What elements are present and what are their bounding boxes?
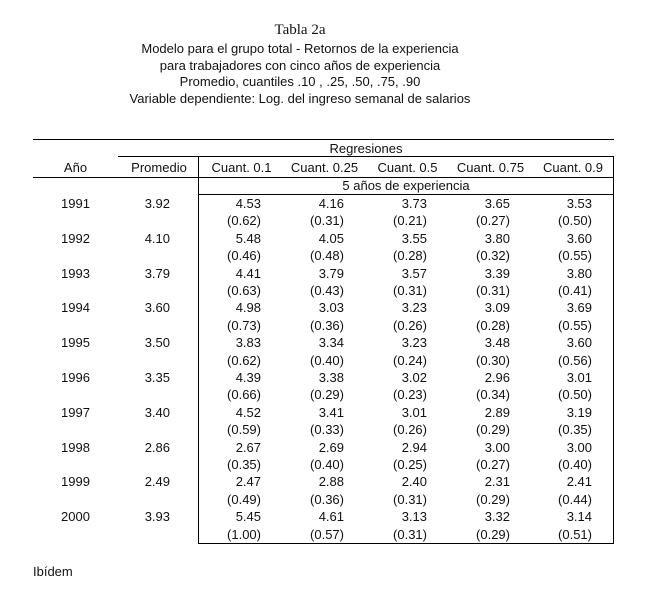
se-cell: (0.29) xyxy=(476,491,510,507)
value-cell: 3.60 xyxy=(566,230,592,246)
se-cell: (0.28) xyxy=(476,317,510,333)
se-cell: (0.59) xyxy=(227,422,261,438)
se-cell: (0.21) xyxy=(393,213,427,229)
value-cell: 2.40 xyxy=(401,474,427,490)
value-cell: 3.14 xyxy=(566,509,592,525)
subtitle-line-1: Modelo para el grupo total - Retornos de la experiencia xyxy=(141,41,459,56)
value-cell: 2.89 xyxy=(484,404,510,420)
table-title: Tabla 2a xyxy=(274,22,326,38)
se-cell: (0.29) xyxy=(476,526,510,542)
se-cell: (0.32) xyxy=(476,248,510,264)
se-cell: (0.31) xyxy=(476,283,510,298)
regresiones-header: Regresiones xyxy=(329,141,403,156)
value-cell: 3.73 xyxy=(401,196,427,211)
value-cell: 4.39 xyxy=(235,370,261,385)
value-cell: 2.67 xyxy=(235,439,261,455)
se-cell: (0.50) xyxy=(558,387,592,403)
se-cell: (0.73) xyxy=(227,317,261,333)
value-cell: 3.00 xyxy=(484,439,510,455)
value-cell: 2.94 xyxy=(401,439,427,455)
se-cell: (0.28) xyxy=(393,248,427,264)
se-cell: (0.23) xyxy=(393,387,427,403)
value-cell: 3.55 xyxy=(401,230,427,246)
mean-cell: 3.79 xyxy=(144,265,170,281)
table-bottom-rule xyxy=(198,543,614,544)
se-cell: (0.30) xyxy=(476,352,510,368)
se-cell: (0.55) xyxy=(558,248,592,264)
se-cell: (0.40) xyxy=(310,352,344,368)
column-header: Cuant. 0.9 xyxy=(543,160,603,175)
se-cell: (0.26) xyxy=(393,422,427,438)
value-cell: 3.03 xyxy=(318,300,344,316)
mean-cell: 3.35 xyxy=(144,370,170,385)
column-header: Cuant. 0.1 xyxy=(211,160,272,175)
vline-1 xyxy=(198,157,199,543)
value-cell: 3.48 xyxy=(484,335,510,351)
value-cell: 3.79 xyxy=(318,265,344,281)
value-cell: 2.31 xyxy=(484,474,510,490)
se-cell: (0.62) xyxy=(227,213,261,229)
mean-cell: 4.10 xyxy=(144,230,170,246)
se-cell: (0.63) xyxy=(227,283,261,298)
value-cell: 3.83 xyxy=(235,335,261,351)
mean-cell: 2.86 xyxy=(144,439,170,455)
se-cell: (0.27) xyxy=(476,457,510,472)
value-cell: 3.80 xyxy=(484,230,510,246)
value-cell: 3.09 xyxy=(484,300,510,316)
se-cell: (0.29) xyxy=(310,387,344,403)
se-cell: (0.43) xyxy=(310,283,344,298)
mean-cell: 3.50 xyxy=(144,335,170,351)
se-cell: (1.00) xyxy=(227,526,261,542)
mean-cell: 3.92 xyxy=(144,196,170,211)
value-cell: 3.32 xyxy=(484,509,510,525)
se-cell: (0.35) xyxy=(227,457,261,472)
se-cell: (0.33) xyxy=(310,422,344,438)
value-cell: 4.41 xyxy=(235,265,261,281)
se-cell: (0.24) xyxy=(393,352,427,368)
year-cell: 1991 xyxy=(61,196,90,211)
value-cell: 3.23 xyxy=(401,335,427,351)
mean-cell: 3.60 xyxy=(144,300,170,316)
value-cell: 4.05 xyxy=(318,230,344,246)
column-header: Cuant. 0.5 xyxy=(377,160,438,175)
se-cell: (0.36) xyxy=(310,491,344,507)
value-cell: 4.52 xyxy=(235,404,261,420)
column-header: Cuant. 0.75 xyxy=(456,160,525,175)
year-cell: 1996 xyxy=(61,370,90,385)
value-cell: 3.69 xyxy=(566,300,592,316)
year-cell: 1997 xyxy=(61,404,90,420)
mean-cell: 2.49 xyxy=(144,474,170,490)
value-cell: 3.80 xyxy=(566,265,592,281)
se-cell: (0.62) xyxy=(227,352,261,368)
value-cell: 3.57 xyxy=(401,265,427,281)
column-header: Año xyxy=(63,160,88,175)
se-cell: (0.34) xyxy=(476,387,510,403)
value-cell: 3.65 xyxy=(484,196,510,211)
value-cell: 3.01 xyxy=(566,370,592,385)
value-cell: 3.00 xyxy=(566,439,592,455)
mean-cell: 3.40 xyxy=(144,404,170,420)
se-cell: (0.27) xyxy=(476,213,510,229)
se-cell: (0.56) xyxy=(558,352,592,368)
se-cell: (0.51) xyxy=(558,526,592,542)
value-cell: 3.41 xyxy=(318,404,344,420)
subtitle-line-2: para trabajadores con cinco años de experiencia xyxy=(159,58,441,73)
year-cell: 1994 xyxy=(61,300,90,316)
value-cell: 5.48 xyxy=(235,230,261,246)
section-label: 5 años de experiencia xyxy=(342,178,470,193)
se-cell: (0.31) xyxy=(310,213,344,229)
value-cell: 3.02 xyxy=(401,370,427,385)
value-cell: 5.45 xyxy=(235,509,261,525)
subtitle-line-4: Variable dependiente: Log. del ingreso semanal de salarios xyxy=(129,91,471,106)
se-cell: (0.31) xyxy=(393,491,427,507)
se-cell: (0.50) xyxy=(558,213,592,229)
se-cell: (0.25) xyxy=(393,457,427,472)
value-cell: 4.98 xyxy=(235,300,261,316)
se-cell: (0.31) xyxy=(393,283,427,298)
se-cell: (0.35) xyxy=(558,422,592,438)
value-cell: 2.47 xyxy=(235,474,261,490)
value-cell: 3.38 xyxy=(318,370,344,385)
se-cell: (0.40) xyxy=(558,457,592,472)
se-cell: (0.66) xyxy=(227,387,261,403)
value-cell: 3.01 xyxy=(401,404,427,420)
se-cell: (0.36) xyxy=(310,317,344,333)
se-cell: (0.48) xyxy=(310,248,344,264)
value-cell: 3.23 xyxy=(401,300,427,316)
se-cell: (0.31) xyxy=(393,526,427,542)
se-cell: (0.26) xyxy=(393,317,427,333)
se-cell: (0.40) xyxy=(310,457,344,472)
se-cell: (0.55) xyxy=(558,317,592,333)
se-cell: (0.57) xyxy=(310,526,344,542)
year-cell: 2000 xyxy=(61,509,90,525)
value-cell: 4.16 xyxy=(318,196,344,211)
mean-cell: 3.93 xyxy=(144,509,170,525)
year-cell: 1999 xyxy=(61,474,90,490)
subtitle-line-3: Promedio, cuantiles .10 , .25, .50, .75, .90 xyxy=(179,74,421,89)
value-cell: 4.53 xyxy=(235,196,261,211)
value-cell: 4.61 xyxy=(318,509,344,525)
year-cell: 1998 xyxy=(61,439,90,455)
value-cell: 2.41 xyxy=(566,474,592,490)
se-cell: (0.46) xyxy=(227,248,261,264)
value-cell: 2.96 xyxy=(484,370,510,385)
vline-2 xyxy=(613,157,614,543)
value-cell: 3.60 xyxy=(566,335,592,351)
se-cell: (0.44) xyxy=(558,491,592,507)
value-cell: 3.13 xyxy=(401,509,427,525)
footnote: Ibídem xyxy=(33,564,73,579)
year-cell: 1993 xyxy=(61,265,90,281)
value-cell: 3.39 xyxy=(484,265,510,281)
value-cell: 3.53 xyxy=(566,196,592,211)
value-cell: 3.19 xyxy=(566,404,592,420)
column-header: Cuant. 0.25 xyxy=(290,160,359,175)
se-cell: (0.41) xyxy=(558,283,592,298)
column-header: Promedio xyxy=(131,160,187,175)
se-cell: (0.29) xyxy=(476,422,510,438)
value-cell: 3.34 xyxy=(318,335,344,351)
value-cell: 2.88 xyxy=(318,474,344,490)
value-cell: 2.69 xyxy=(318,439,344,455)
year-cell: 1995 xyxy=(61,335,90,351)
year-cell: 1992 xyxy=(61,230,90,246)
se-cell: (0.49) xyxy=(227,491,261,507)
